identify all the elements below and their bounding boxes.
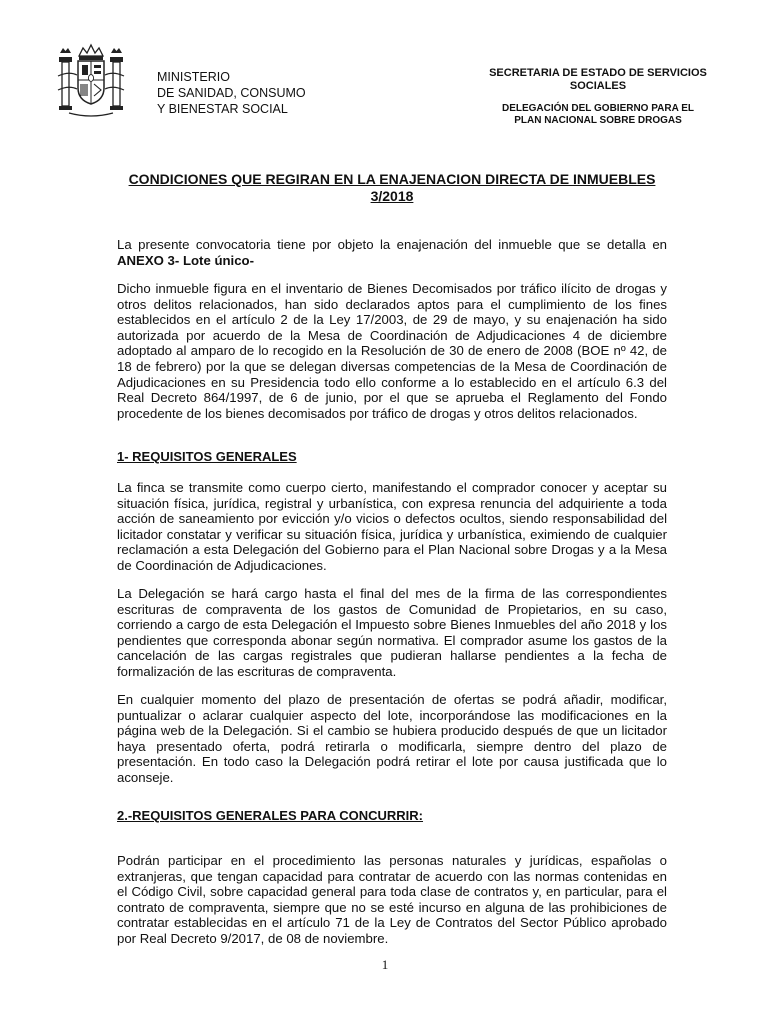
ministry-line: Y BIENESTAR SOCIAL: [157, 102, 288, 116]
expenses-paragraph: La Delegación se hará cargo hasta el final del mes de la firma de las correspondientes escrituras de compraventa de los gastos de Comunidad de Propietarios, en su caso, corriendo a cargo de esta Delegación el Impuesto sobre Bienes Inmuebles del año 2018 y los pendientes que corresponda abonar según normativa. El comprador asume los gastos de la cancelación de las cargas registrales que pudieran hallarse pendientes a la fecha de formalización de las escrituras de compraventa.: [117, 586, 667, 679]
ministry-name: [157, 69, 306, 117]
ministry-line: MINISTERIO: [157, 70, 230, 84]
intro-paragraph: [117, 237, 667, 268]
participants-paragraph: Podrán participar en el procedimiento las personas naturales y jurídicas, españolas o extranjeras, que tengan capacidad para contratar de acuerdo con las normas contenidas en el Código Civil, sobre capacidad general para toda clase de contratos y, en particular, para el contrato de compraventa, siempre que no se esté incurso en alguna de las prohibiciones de contratar establecidas en el artículo 71 de la Ley de Contratos del Sector Público aprobado por Real Decreto 9/2017, de 08 de noviembre.: [117, 853, 667, 946]
ministry-line: DE SANIDAD, CONSUMO: [157, 86, 306, 100]
modifications-paragraph: En cualquier momento del plazo de presentación de ofertas se podrá añadir, modificar, puntualizar o aclarar cualquier aspecto del lote, incorporándose las modificaciones en la página web de la Delegación. Si el cambio se hubiera producido después de que un licitador haya presentado oferta, podrá retirarla o modificarla, siempre dentro del plazo de presentación. En todo caso la Delegación podrá retirar el lote por causa justificada que lo aconseje.: [117, 692, 667, 785]
secretaria-line: SECRETARIA DE ESTADO DE SERVICIOS: [489, 67, 707, 79]
page-number: 1: [381, 957, 389, 972]
coat-of-arms-icon: [55, 42, 127, 120]
inventory-paragraph: Dicho inmueble figura en el inventario de Bienes Decomisados por tráfico ilícito de drogas y otros delitos relacionados, han sido declarados aptos para el cumplimiento de los fines establecidos en el artículo 2 de la Ley 17/2003, de 29 de mayo, y su enajenación ha sido autorizada por acuerdo de la Mesa de Coordinación de Adjudicaciones 4 de diciembre adoptado al amparo de lo recogido en la Resolución de 30 de enero de 2008 (BOE nº 42, de 18 de febrero) por la que se delegan diversas competencias de la Mesa de Coordinación de Adjudicaciones en su Presidencia todo ello conforme a lo establecido en el artículo 6.3 del Real Decreto 864/1997, de 6 de junio, por el que se aprueba el Reglamento del Fondo procedente de los bienes decomisados por tráfico de drogas y otros delitos relacionados.: [117, 281, 667, 421]
property-condition-paragraph: La finca se transmite como cuerpo cierto, manifestando el comprador conocer y aceptar su situación física, jurídica, registral y urbanística, con expresa renuncia del adquiriente a toda acción de saneamiento por evicción y/o vicios o defectos ocultos, siendo responsabilidad del licitador constatar y verificar su situación física, jurídica y urbanística, eximiendo de cualquier reclamación a esta Delegación del Gobierno para el Plan Nacional sobre Drogas y a la Mesa de Coordinación de Adjudicaciones.: [117, 480, 667, 573]
annex-reference: ANEXO 3- Lote único-: [117, 252, 255, 268]
secretaria-heading: [452, 67, 744, 93]
section-heading-requisitos-generales: 1- REQUISITOS GENERALES: [117, 449, 297, 464]
secretaria-line: SOCIALES: [569, 80, 627, 92]
delegacion-line: PLAN NACIONAL SOBRE DROGAS: [514, 115, 682, 126]
document-title: CONDICIONES QUE REGIRAN EN LA ENAJENACION DIRECTA DE INMUEBLES 3/2018: [128, 171, 656, 204]
intro-text: La presente convocatoria tiene por objeto la enajenación del inmueble que se detalla en: [117, 237, 667, 252]
delegacion-heading: [452, 103, 744, 127]
delegacion-line: DELEGACIÓN DEL GOBIERNO PARA EL: [501, 103, 695, 114]
section-heading-requisitos-concurrir: 2.-REQUISITOS GENERALES PARA CONCURRIR:: [117, 808, 424, 823]
